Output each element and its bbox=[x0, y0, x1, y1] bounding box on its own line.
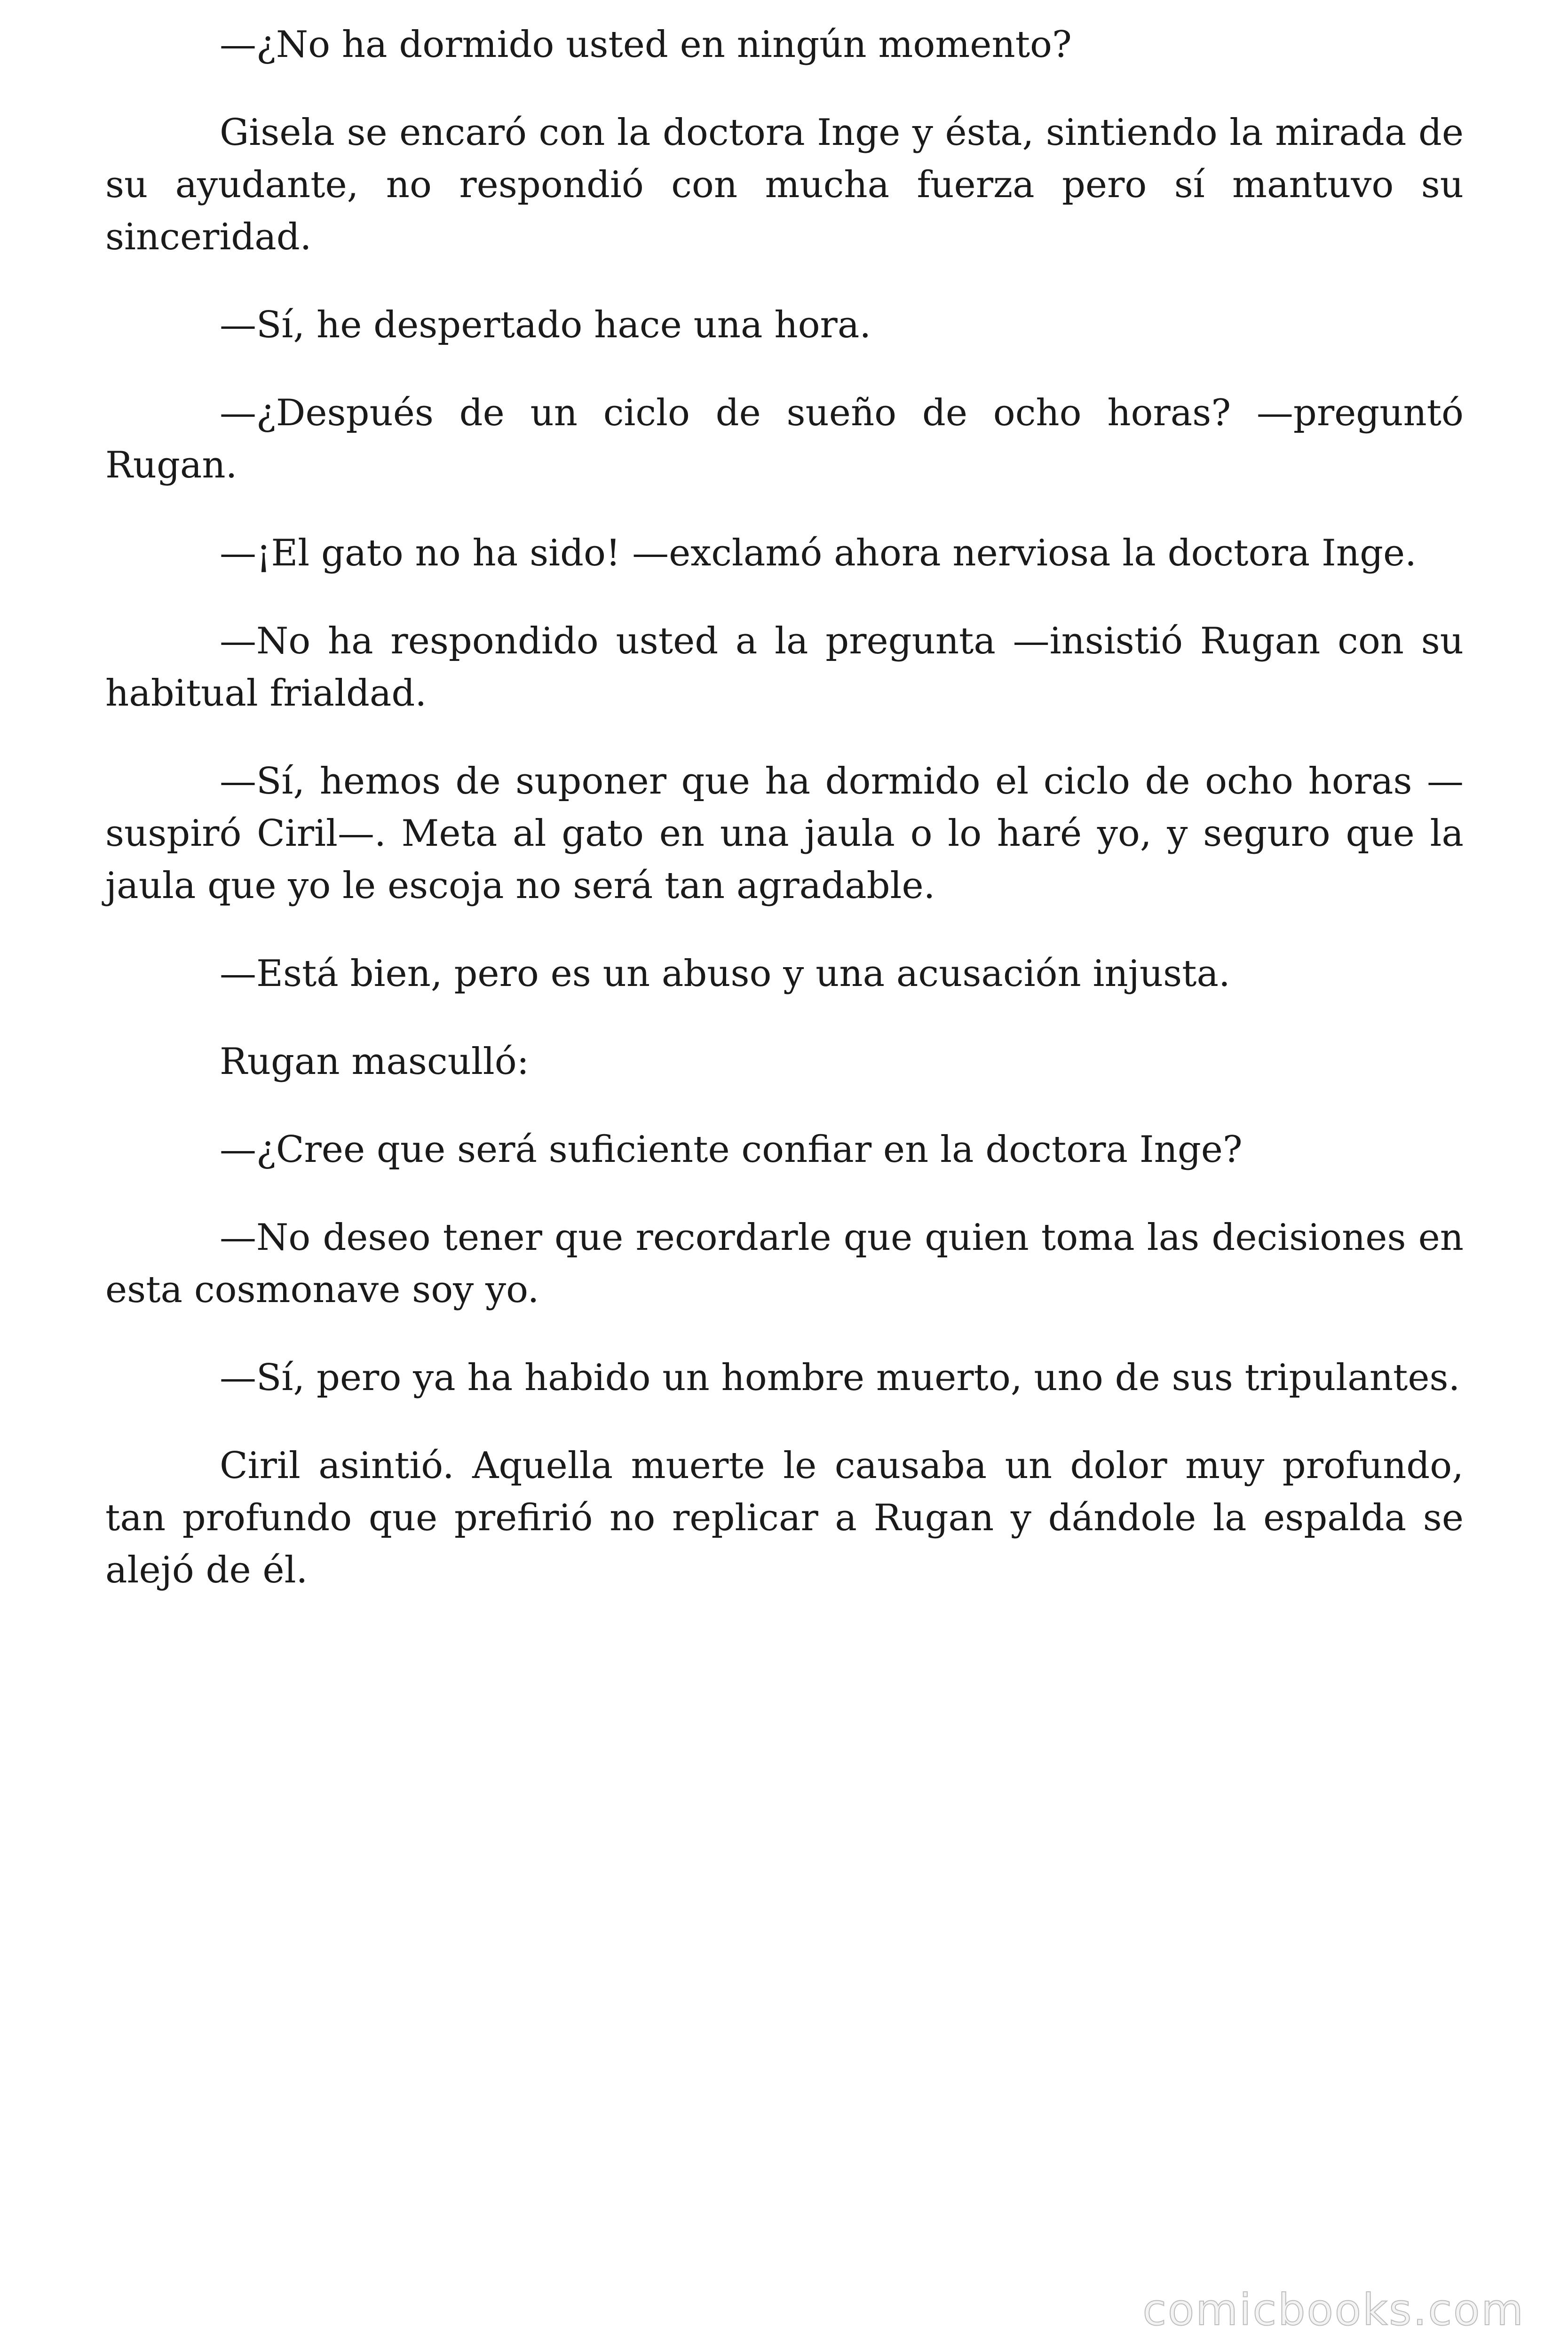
paragraph: —¡El gato no ha sido! —exclamó ahora nerviosa la doctora Inge. bbox=[220, 532, 1417, 574]
watermark: comicbooks.com bbox=[1142, 2285, 1525, 2335]
paragraph: —¿Cree que será suficiente confiar en la doctora Inge? bbox=[220, 1128, 1243, 1171]
paragraph: —¿No ha dormido usted en ningún momento? bbox=[220, 24, 1072, 66]
paragraph: —Sí, hemos de suponer que ha dormido el ciclo de ocho horas —suspiró Ciril—. Meta al gato en una jaula o lo haré yo, y seguro que la jaula que yo le escoja no será tan agradable. bbox=[105, 760, 1464, 907]
paragraph: Gisela se encaró con la doctora Inge y ésta, sintiendo la mirada de su ayudante, no respondió con mucha fuerza pero sí mantuvo su sinceridad. bbox=[105, 111, 1464, 258]
paragraph: Ciril asintió. Aquella muerte le causaba un dolor muy profundo, tan profundo que prefirió no replicar a Rugan y dándole la espalda se alejó de él. bbox=[105, 1445, 1464, 1591]
page-body bbox=[105, 19, 1464, 1632]
paragraph: —¿Después de un ciclo de sueño de ocho horas? —preguntó Rugan. bbox=[105, 392, 1464, 486]
paragraph: Rugan masculló: bbox=[220, 1041, 529, 1083]
paragraph: —Está bien, pero es un abuso y una acusación injusta. bbox=[220, 953, 1230, 995]
paragraph: —Sí, he despertado hace una hora. bbox=[220, 304, 871, 346]
paragraph: —No ha respondido usted a la pregunta —insistió Rugan con su habitual frialdad. bbox=[105, 620, 1464, 715]
paragraph: —No deseo tener que recordarle que quien toma las decisiones en esta cosmonave soy yo. bbox=[105, 1216, 1464, 1311]
paragraph: —Sí, pero ya ha habido un hombre muerto, uno de sus tripulantes. bbox=[220, 1357, 1460, 1399]
